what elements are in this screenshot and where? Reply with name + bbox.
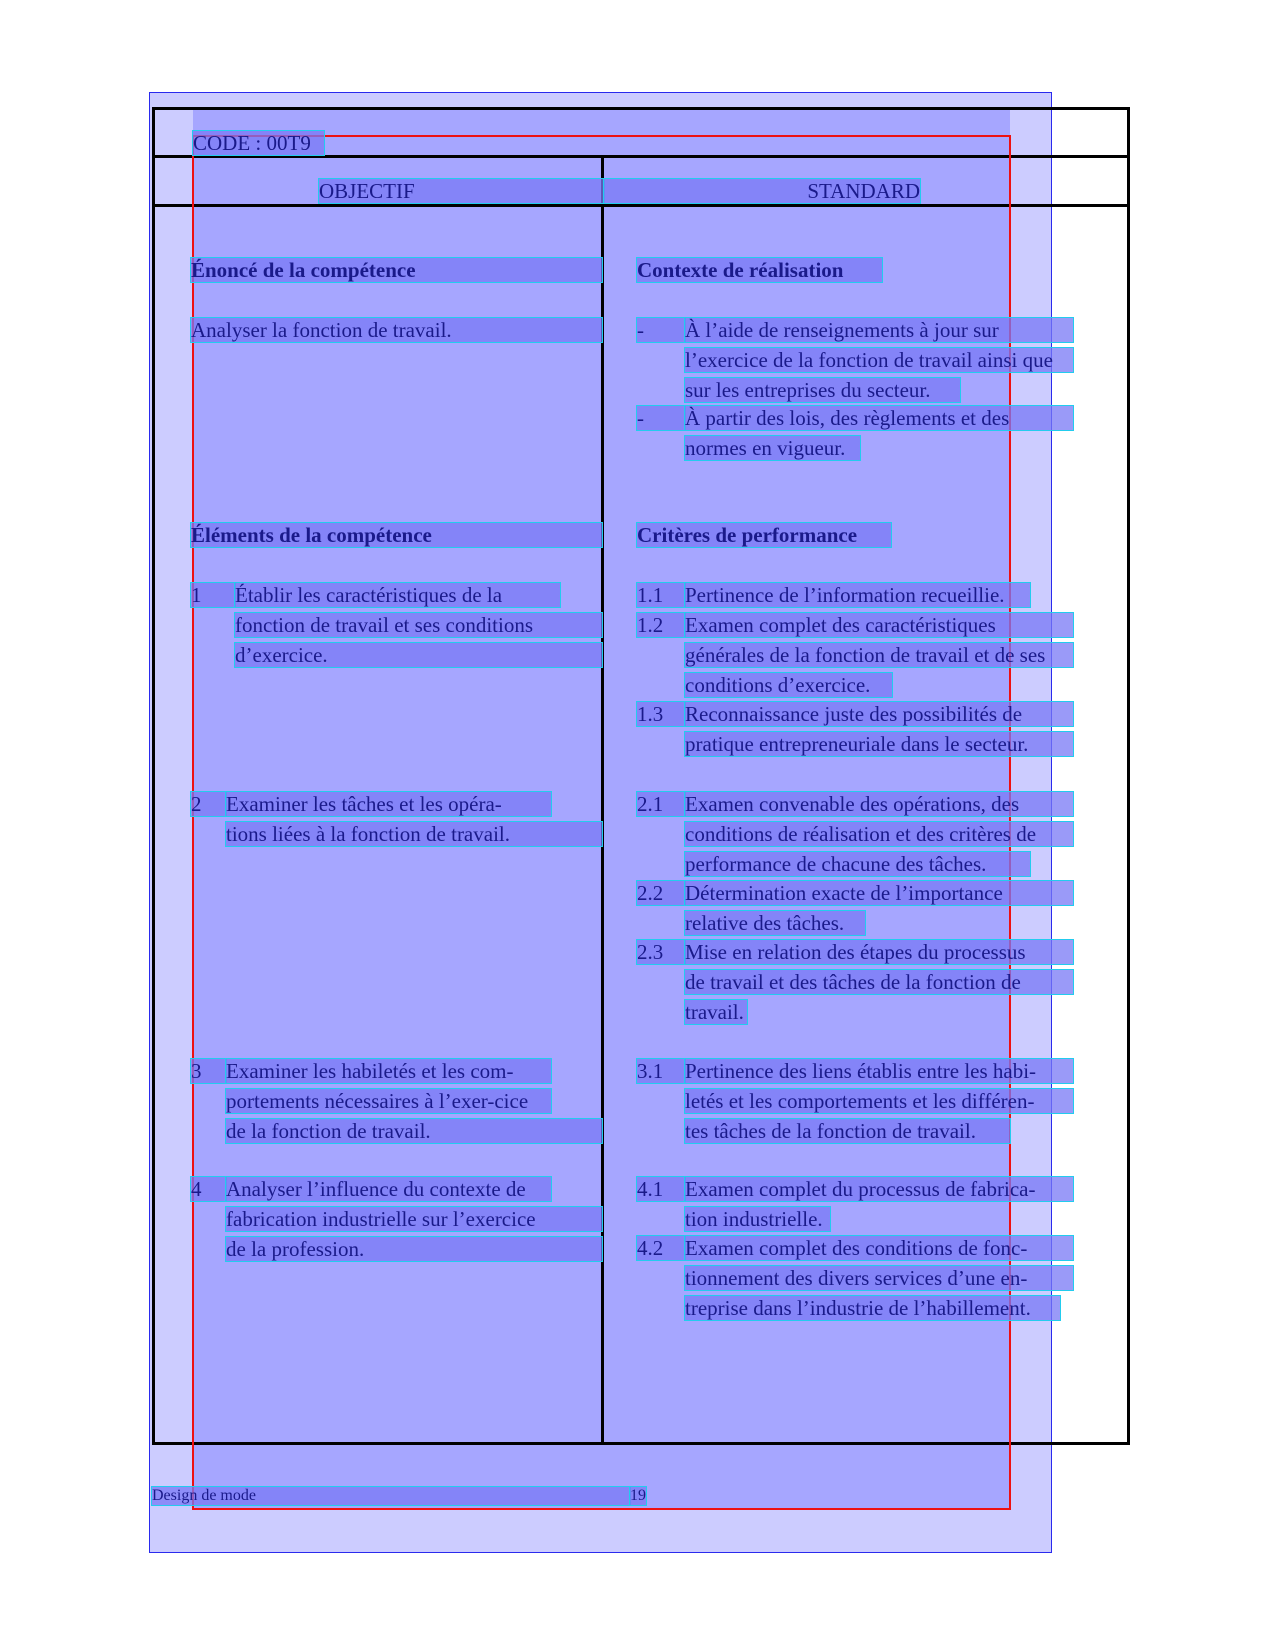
standard-header: STANDARD bbox=[604, 179, 920, 203]
critere-2-1-number: 2.1 bbox=[637, 792, 685, 816]
contexte-bullet-2: - bbox=[637, 406, 685, 430]
footer-title: Design de mode bbox=[152, 1487, 630, 1505]
element-2-line-2: tions liées à la fonction de travail. bbox=[226, 822, 602, 846]
contexte-item-1-line-1: À l’aide de renseignements à jour sur bbox=[685, 318, 1073, 342]
critere-3-1-line-1: Pertinence des liens établis entre les habi- bbox=[685, 1059, 1073, 1083]
critere-1-3-line-1: Reconnaissance juste des possibilités de bbox=[685, 702, 1073, 726]
critere-2-2-number: 2.2 bbox=[637, 881, 685, 905]
critere-1-2-line-1: Examen complet des caractéristiques bbox=[685, 613, 1073, 637]
critere-2-3-line-3: travail. bbox=[685, 1000, 747, 1024]
criteres-heading: Critères de performance bbox=[637, 523, 891, 547]
element-4-line-3: de la profession. bbox=[226, 1237, 602, 1261]
element-3-number: 3 bbox=[191, 1059, 226, 1083]
element-3-line-1: Examiner les habiletés et les com- bbox=[226, 1059, 551, 1083]
contexte-item-2-line-2: normes en vigueur. bbox=[685, 436, 860, 460]
critere-2-3-line-1: Mise en relation des étapes du processus bbox=[685, 940, 1073, 964]
critere-1-2-number: 1.2 bbox=[637, 613, 685, 637]
critere-2-3-number: 2.3 bbox=[637, 940, 685, 964]
contexte-heading: Contexte de réalisation bbox=[637, 258, 882, 282]
element-3-line-3: de la fonction de travail. bbox=[226, 1119, 602, 1143]
code-label: CODE : 00T9 bbox=[193, 131, 324, 155]
enonce-heading: Énoncé de la compétence bbox=[191, 258, 602, 282]
element-1-line-1: Établir les caractéristiques de la bbox=[235, 583, 560, 607]
element-2-line-1: Examiner les tâches et les opéra- bbox=[226, 792, 551, 816]
critere-4-2-line-1: Examen complet des conditions de fonc- bbox=[685, 1236, 1073, 1260]
critere-1-2-line-3: conditions d’exercice. bbox=[685, 673, 892, 697]
critere-4-1-line-1: Examen complet du processus de fabrica- bbox=[685, 1177, 1073, 1201]
critere-2-1-line-1: Examen convenable des opérations, des bbox=[685, 792, 1073, 816]
critere-1-2-line-2: générales de la fonction de travail et de ses bbox=[685, 643, 1073, 667]
critere-1-3-line-2: pratique entrepreneuriale dans le secteur. bbox=[685, 732, 1073, 756]
element-1-line-3: d’exercice. bbox=[235, 643, 602, 667]
element-4-line-2: fabrication industrielle sur l’exercice bbox=[226, 1207, 602, 1231]
element-4-line-1: Analyser l’influence du contexte de bbox=[226, 1177, 551, 1201]
critere-2-2-line-2: relative des tâches. bbox=[685, 911, 865, 935]
critere-3-1-line-2: letés et les comportements et les différen- bbox=[685, 1089, 1073, 1113]
element-1-number: 1 bbox=[191, 583, 235, 607]
critere-4-2-line-2: tionnement des divers services d’une en- bbox=[685, 1266, 1073, 1290]
element-4-number: 4 bbox=[191, 1177, 226, 1201]
critere-3-1-number: 3.1 bbox=[637, 1059, 685, 1083]
contexte-bullet-1: - bbox=[637, 318, 685, 342]
critere-1-1-number: 1.1 bbox=[637, 583, 685, 607]
contexte-item-1-line-3: sur les entreprises du secteur. bbox=[685, 378, 960, 402]
critere-2-1-line-3: performance de chacune des tâches. bbox=[685, 852, 1030, 876]
objectif-header: OBJECTIF bbox=[319, 179, 604, 203]
element-3-line-2: portements nécessaires à l’exer-cice bbox=[226, 1089, 551, 1113]
critere-4-1-number: 4.1 bbox=[637, 1177, 685, 1201]
critere-3-1-line-3: tes tâches de la fonction de travail. bbox=[685, 1119, 1010, 1143]
critere-1-3-number: 1.3 bbox=[637, 702, 685, 726]
critere-4-2-number: 4.2 bbox=[637, 1236, 685, 1260]
page-number: 19 bbox=[630, 1487, 646, 1504]
critere-2-2-line-1: Détermination exacte de l’importance bbox=[685, 881, 1073, 905]
element-2-number: 2 bbox=[191, 792, 226, 816]
critere-1-1-line-1: Pertinence de l’information recueillie. bbox=[685, 583, 1030, 607]
critere-2-3-line-2: de travail et des tâches de la fonction de bbox=[685, 970, 1073, 994]
contexte-item-2-line-1: À partir des lois, des règlements et des bbox=[685, 406, 1073, 430]
element-1-line-2: fonction de travail et ses conditions bbox=[235, 613, 602, 637]
contexte-item-1-line-2: l’exercice de la fonction de travail ainsi que bbox=[685, 348, 1073, 372]
critere-2-1-line-2: conditions de réalisation et des critères de bbox=[685, 822, 1073, 846]
critere-4-2-line-3: treprise dans l’industrie de l’habillement. bbox=[685, 1296, 1060, 1320]
enonce-text: Analyser la fonction de travail. bbox=[191, 318, 602, 342]
critere-4-1-line-2: tion industrielle. bbox=[685, 1207, 830, 1231]
elements-heading: Éléments de la compétence bbox=[191, 523, 602, 547]
